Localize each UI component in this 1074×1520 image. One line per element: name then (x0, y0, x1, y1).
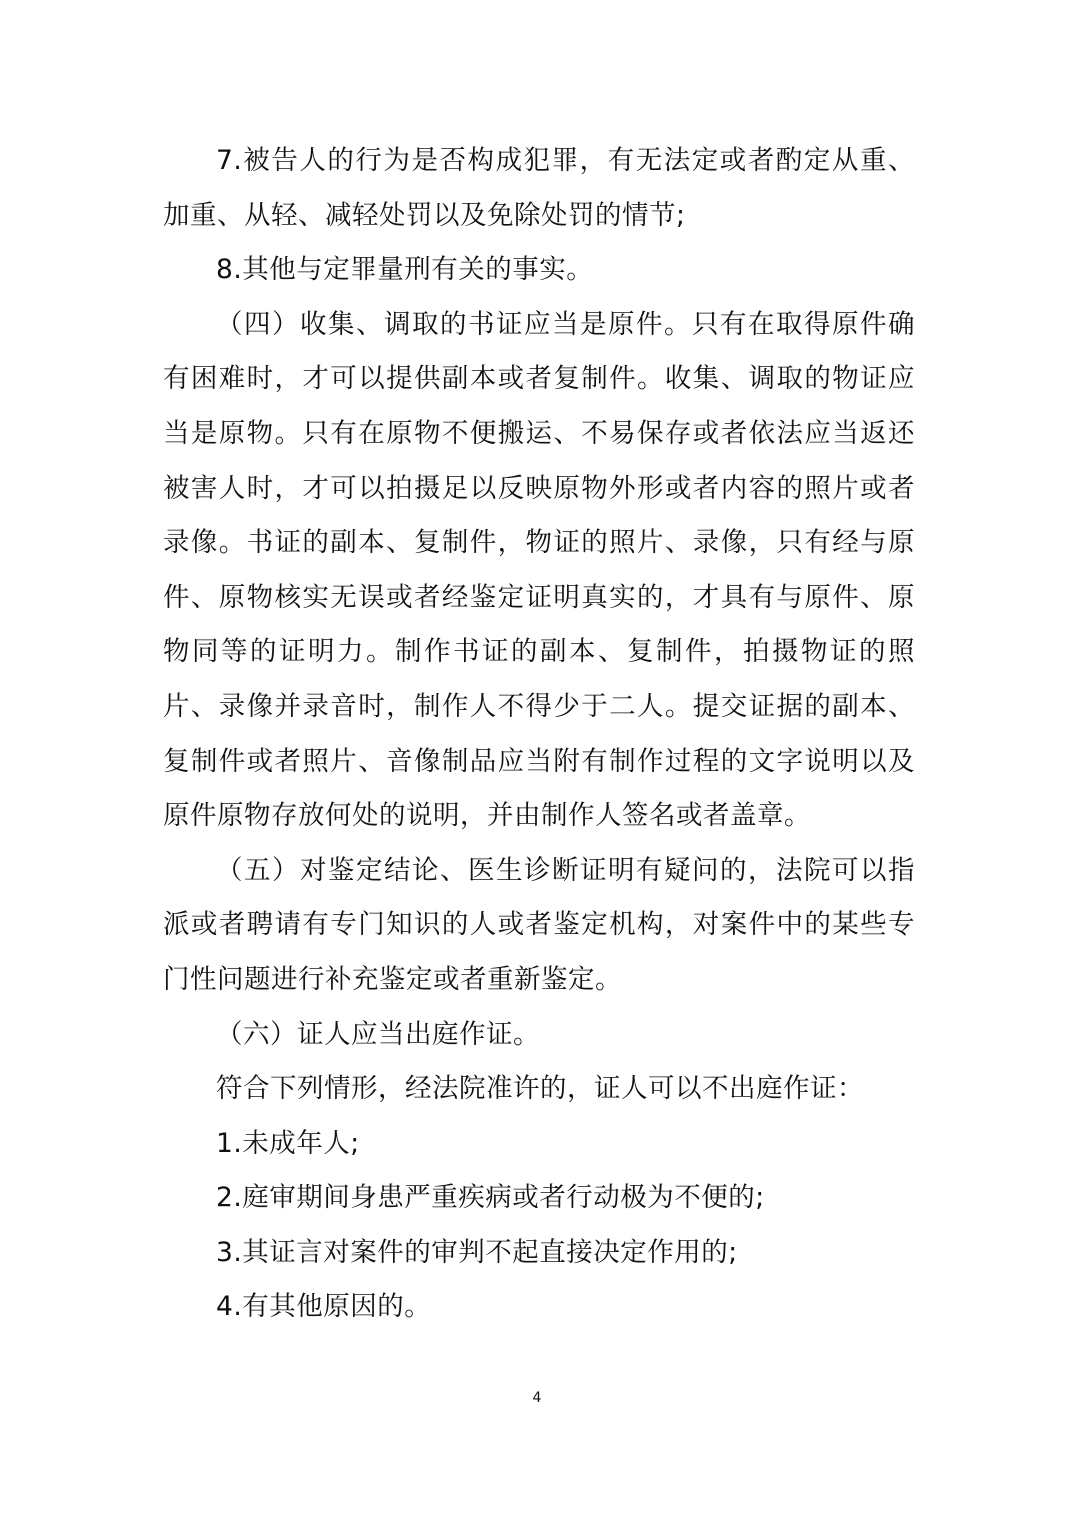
list-item-2: 2.庭审期间身患严重疾病或者行动极为不便的; (216, 1182, 765, 1214)
list-item-1: 1.未成年人; (216, 1127, 360, 1159)
list-item-3: 3.其证言对案件的审判不起直接决定作用的; (216, 1236, 738, 1268)
document-body (163, 134, 915, 1335)
list-item-4: 4.有其他原因的。 (216, 1291, 432, 1323)
paragraph-item-7: 7.被告人的行为是否构成犯罪，有无法定或者酌定从重、加重、从轻、减轻处罚以及免除处罚的情节; (163, 145, 915, 231)
paragraph-item-8: 8.其他与定罪量刑有关的事实。 (216, 254, 594, 286)
paragraph-section-6: （六）证人应当出庭作证。 (216, 1018, 540, 1050)
paragraph-section-4: （四）收集、调取的书证应当是原件。只有在取得原件确有困难时，才可以提供副本或者复制件。收集、调取的物证应当是原物。只有在原物不便搬运、不易保存或者依法应当返还被害人时，才可以拍摄足以反映原物外形或者内容的照片或者录像。书证的副本、复制件，物证的照片、录像，只有经与原件、原物核实无误或者经鉴定证明真实的，才具有与原件、原物同等的证明力。制作书证的副本、复制件，拍摄物证的照片、录像并录音时，制作人不得少于二人。提交证据的副本、复制件或者照片、音像制品应当附有制作过程的文字说明以及原件原物存放何处的说明，并由制作人签名或者盖章。 (163, 308, 915, 832)
paragraph-section-5: （五）对鉴定结论、医生诊断证明有疑问的，法院可以指派或者聘请有专门知识的人或者鉴定机构，对案件中的某些专门性问题进行补充鉴定或者重新鉴定。 (163, 854, 915, 995)
paragraph-exemption-intro: 符合下列情形，经法院准许的，证人可以不出庭作证： (216, 1073, 864, 1105)
page-number: 4 (532, 1390, 542, 1406)
